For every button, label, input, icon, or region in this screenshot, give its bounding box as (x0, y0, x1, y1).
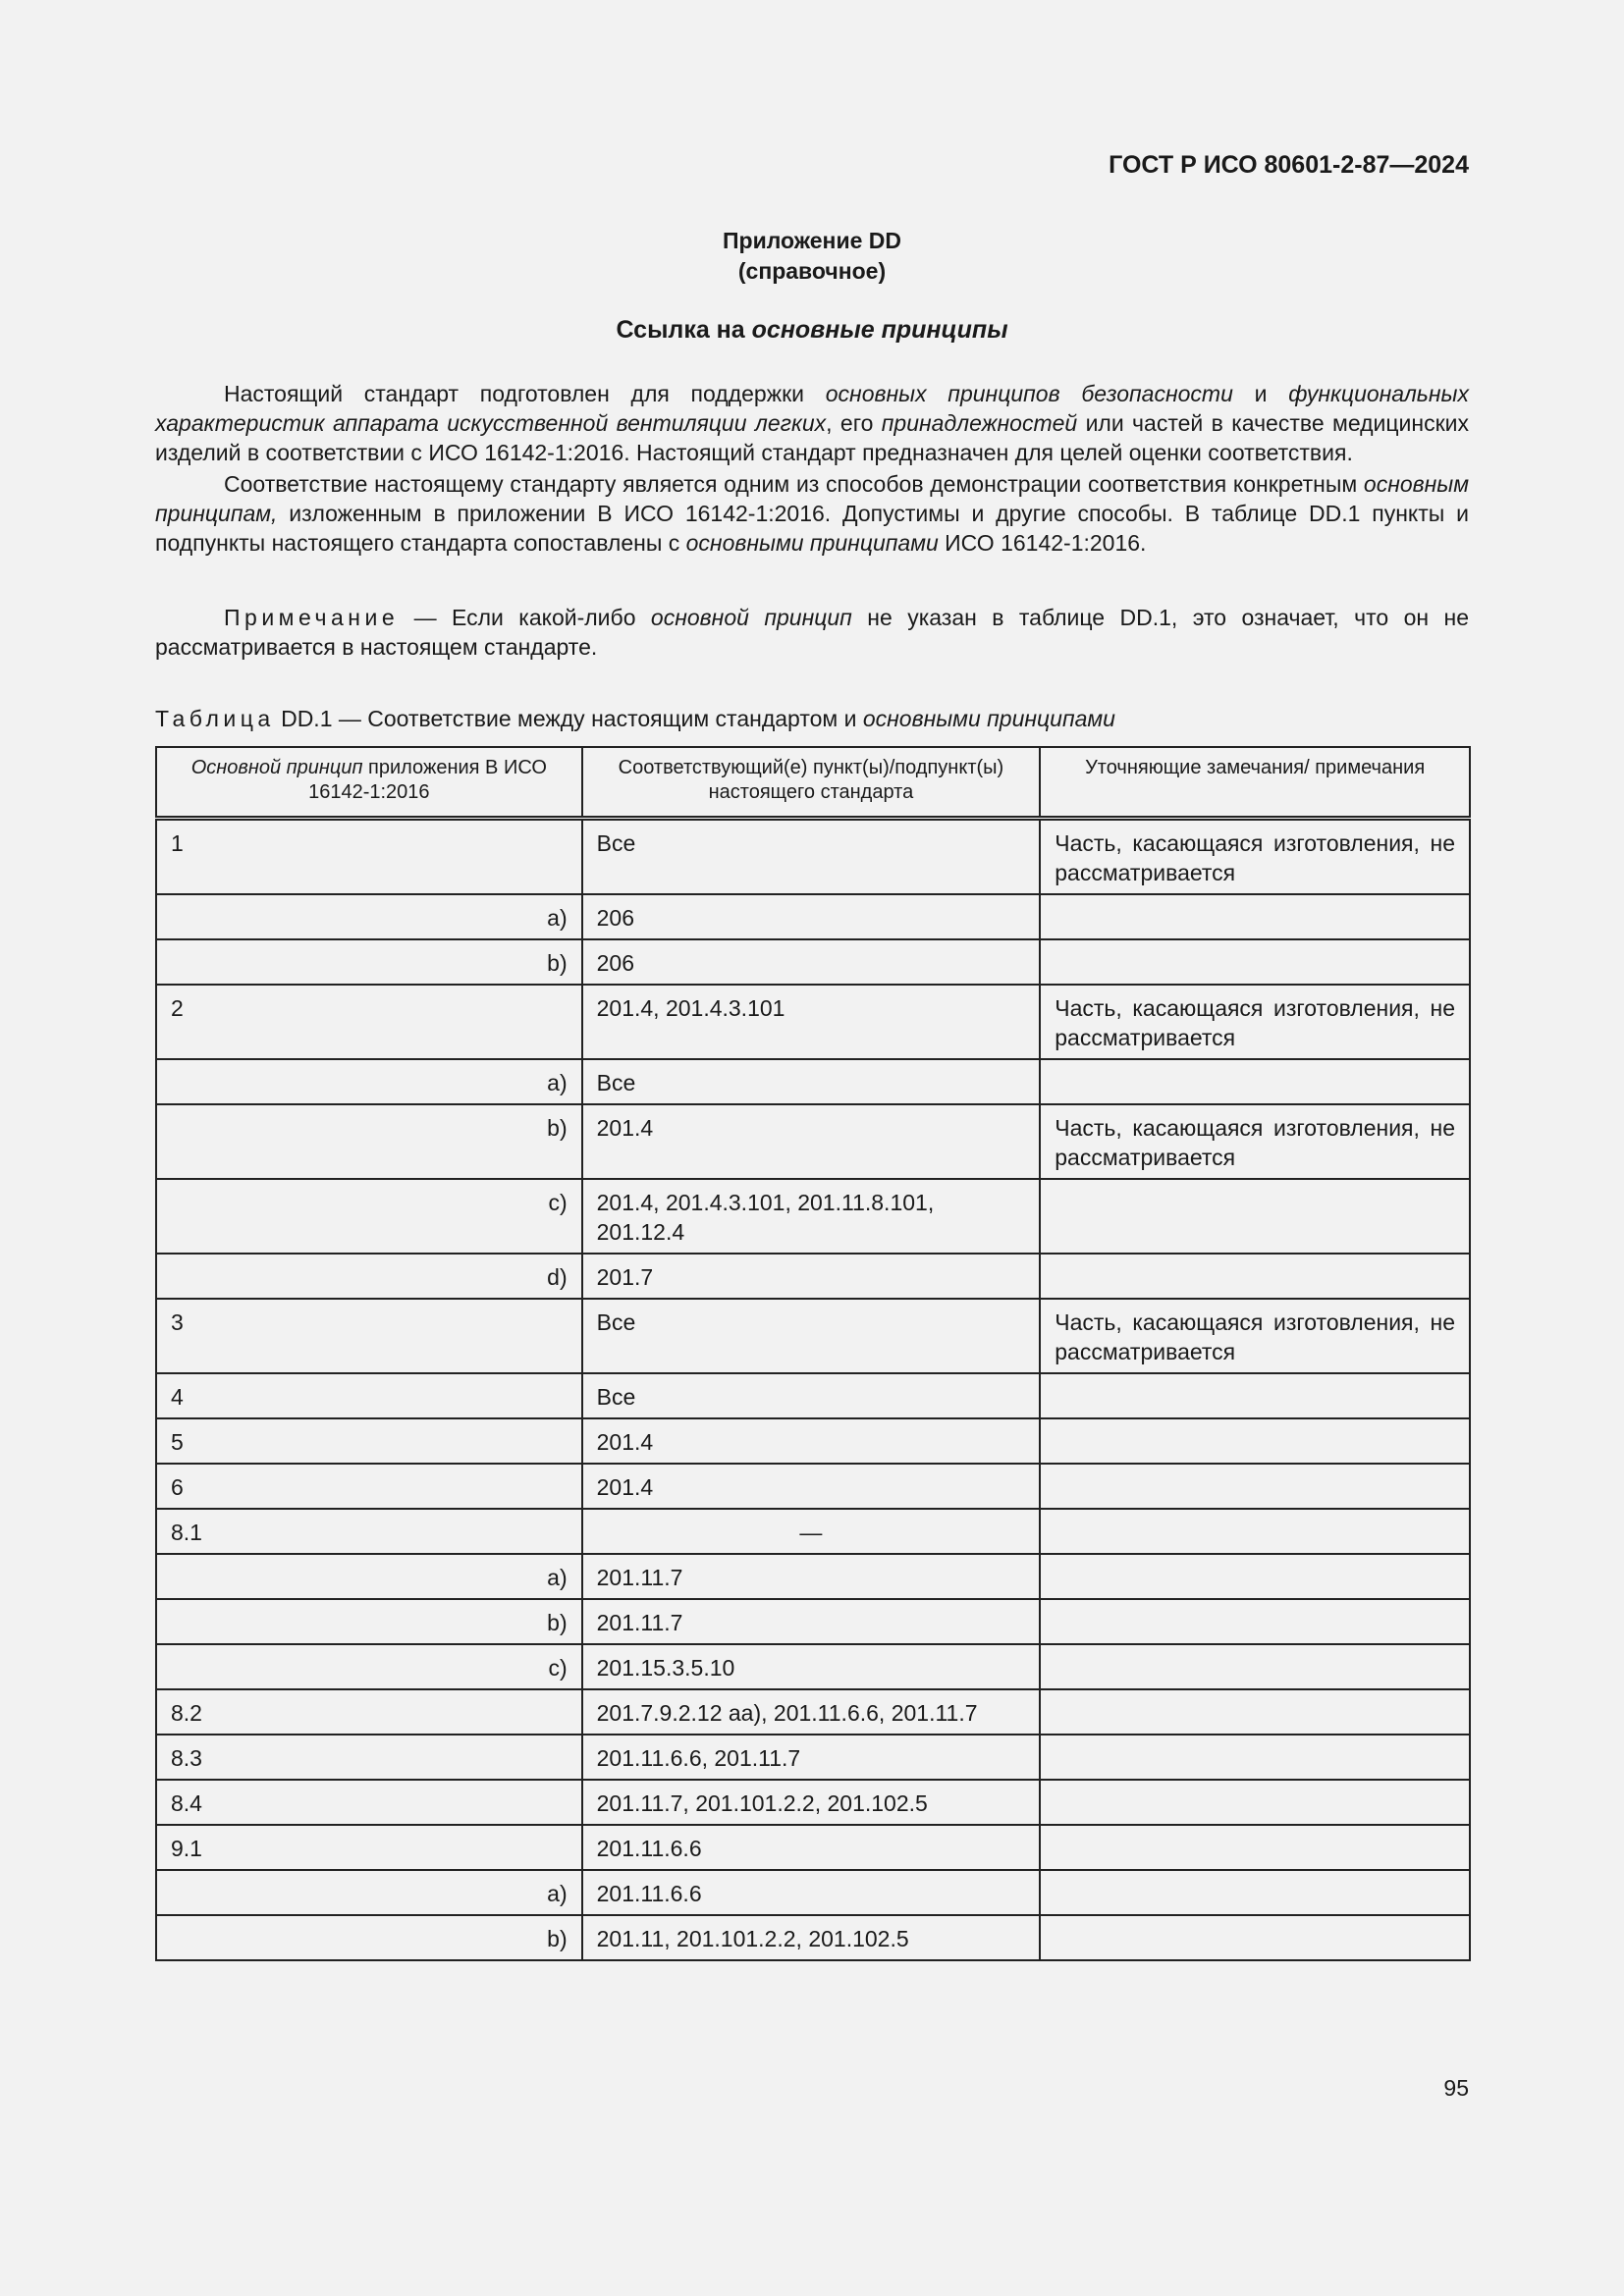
remark-cell (1040, 1599, 1470, 1644)
principle-cell: 8.3 (156, 1735, 582, 1780)
remark-cell (1040, 1689, 1470, 1735)
principle-cell: 4 (156, 1373, 582, 1418)
table-row (156, 1509, 1470, 1554)
annex-heading (0, 226, 1624, 287)
note-label: Примечание (224, 605, 400, 630)
principle-cell: a) (156, 1059, 582, 1104)
table-row (156, 819, 1470, 895)
remark-cell (1040, 1870, 1470, 1915)
annex-name: Приложение DD (722, 228, 901, 253)
table-row (156, 1299, 1470, 1373)
clause-cell: 201.4 (582, 1418, 1041, 1464)
clause-cell: 206 (582, 939, 1041, 985)
table-row (156, 894, 1470, 939)
principle-cell: a) (156, 894, 582, 939)
correspondence-table (155, 746, 1471, 1961)
remark-cell (1040, 1644, 1470, 1689)
table-row (156, 939, 1470, 985)
principle-cell: a) (156, 1554, 582, 1599)
principle-cell: 6 (156, 1464, 582, 1509)
principle-cell: 1 (156, 819, 582, 895)
header-principle: Основной принцип приложения В ИСО 16142-1:2016 (156, 747, 582, 819)
header-clauses: Соответствующий(е) пункт(ы)/подпункт(ы) настоящего стандарта (582, 747, 1041, 819)
principle-cell: 2 (156, 985, 582, 1059)
clause-cell: Все (582, 1299, 1041, 1373)
principle-cell: 8.2 (156, 1689, 582, 1735)
table-row (156, 1104, 1470, 1179)
remark-cell (1040, 1780, 1470, 1825)
table-row (156, 1418, 1470, 1464)
clause-cell: Все (582, 1059, 1041, 1104)
table-row (156, 1464, 1470, 1509)
header-remarks: Уточняющие замечания/ примечания (1040, 747, 1470, 819)
principle-cell: 8.1 (156, 1509, 582, 1554)
table-row (156, 1825, 1470, 1870)
paragraph-1: Настоящий стандарт подготовлен для поддержки основных принципов безопасности и функциональных характеристик аппарата искусственной вентиляции легких, его принадлежностей или частей в качестве медицинских изделий в соответствии с ИСО 16142-1:2016. Настоящий стандарт предназначен для целей оценки соответствия. (155, 381, 1470, 465)
body-text (155, 379, 1469, 558)
clause-cell: 201.4 (582, 1464, 1041, 1509)
clause-cell: 201.7 (582, 1254, 1041, 1299)
remark-cell (1040, 1554, 1470, 1599)
remark-cell (1040, 1735, 1470, 1780)
principle-cell: c) (156, 1644, 582, 1689)
table-row (156, 985, 1470, 1059)
clause-cell: 201.4, 201.4.3.101, 201.11.8.101, 201.12.4 (582, 1179, 1041, 1254)
table-row (156, 1179, 1470, 1254)
remark-cell (1040, 1464, 1470, 1509)
remark-cell (1040, 1059, 1470, 1104)
remark-cell: Часть, касающаяся изготовления, не рассматривается (1040, 985, 1470, 1059)
annex-type: (справочное) (737, 258, 887, 284)
table-row (156, 1554, 1470, 1599)
document-code: ГОСТ Р ИСО 80601-2-87—2024 (1109, 151, 1469, 179)
principle-cell: b) (156, 1599, 582, 1644)
table-row (156, 1599, 1470, 1644)
annex-title (0, 316, 1624, 345)
table-row (156, 1644, 1470, 1689)
paragraph-2: Соответствие настоящему стандарту является одним из способов демонстрации соответствия конкретным основным принципам, изложенным в приложении В ИСО 16142-1:2016. Допустимы и другие способы. В таблице DD.1 пункты и подпункты настоящего стандарта сопоставлены с основными принципами ИСО 16142-1:2016. (155, 471, 1469, 556)
remark-cell: Часть, касающаяся изготовления, не рассматривается (1040, 1104, 1470, 1179)
principle-cell: d) (156, 1254, 582, 1299)
table-row (156, 1254, 1470, 1299)
principle-cell: 5 (156, 1418, 582, 1464)
remark-cell: Часть, касающаяся изготовления, не рассматривается (1040, 819, 1470, 895)
principle-cell: c) (156, 1179, 582, 1254)
remark-cell (1040, 1418, 1470, 1464)
principle-cell: 8.4 (156, 1780, 582, 1825)
remark-cell (1040, 1509, 1470, 1554)
remark-cell (1040, 939, 1470, 985)
table-row (156, 1915, 1470, 1960)
clause-cell: 201.11, 201.101.2.2, 201.102.5 (582, 1915, 1041, 1960)
clause-cell: 201.4, 201.4.3.101 (582, 985, 1041, 1059)
remark-cell (1040, 1373, 1470, 1418)
remark-cell (1040, 1254, 1470, 1299)
table-caption-label: Таблица (155, 706, 275, 731)
clause-cell: 201.15.3.5.10 (582, 1644, 1041, 1689)
table-row (156, 1059, 1470, 1104)
table-row (156, 1780, 1470, 1825)
principle-cell: a) (156, 1870, 582, 1915)
note: Примечание — Если какой-либо основной принцип не указан в таблице DD.1, это означает, что он не рассматривается в настоящем стандарте. (155, 605, 1470, 660)
annex-title-plain: Ссылка на (616, 316, 745, 344)
clause-cell: 201.11.7, 201.101.2.2, 201.102.5 (582, 1780, 1041, 1825)
principle-cell: b) (156, 1104, 582, 1179)
clause-cell: Все (582, 1373, 1041, 1418)
clause-cell: 201.11.6.6 (582, 1870, 1041, 1915)
clause-cell: 201.4 (582, 1104, 1041, 1179)
remark-cell: Часть, касающаяся изготовления, не рассматривается (1040, 1299, 1470, 1373)
table-header-row (156, 747, 1470, 819)
table-caption: Таблица DD.1 — Соответствие между настоящим стандартом и основными принципами (155, 706, 1115, 731)
clause-cell: 201.7.9.2.12 aa), 201.11.6.6, 201.11.7 (582, 1689, 1041, 1735)
table-row (156, 1373, 1470, 1418)
remark-cell (1040, 1179, 1470, 1254)
clause-cell: 201.11.7 (582, 1554, 1041, 1599)
table-row (156, 1689, 1470, 1735)
table-row (156, 1870, 1470, 1915)
principle-cell: 9.1 (156, 1825, 582, 1870)
remark-cell (1040, 1915, 1470, 1960)
annex-title-italic: основные принципы (751, 316, 1008, 344)
principle-cell: 3 (156, 1299, 582, 1373)
table-row (156, 1735, 1470, 1780)
clause-cell: 206 (582, 894, 1041, 939)
clause-cell: 201.11.7 (582, 1599, 1041, 1644)
clause-cell: — (582, 1509, 1041, 1554)
principle-cell: b) (156, 939, 582, 985)
clause-cell: 201.11.6.6, 201.11.7 (582, 1735, 1041, 1780)
remark-cell (1040, 894, 1470, 939)
clause-cell: Все (582, 819, 1041, 895)
remark-cell (1040, 1825, 1470, 1870)
clause-cell: 201.11.6.6 (582, 1825, 1041, 1870)
page-number: 95 (1443, 2075, 1469, 2101)
principle-cell: b) (156, 1915, 582, 1960)
